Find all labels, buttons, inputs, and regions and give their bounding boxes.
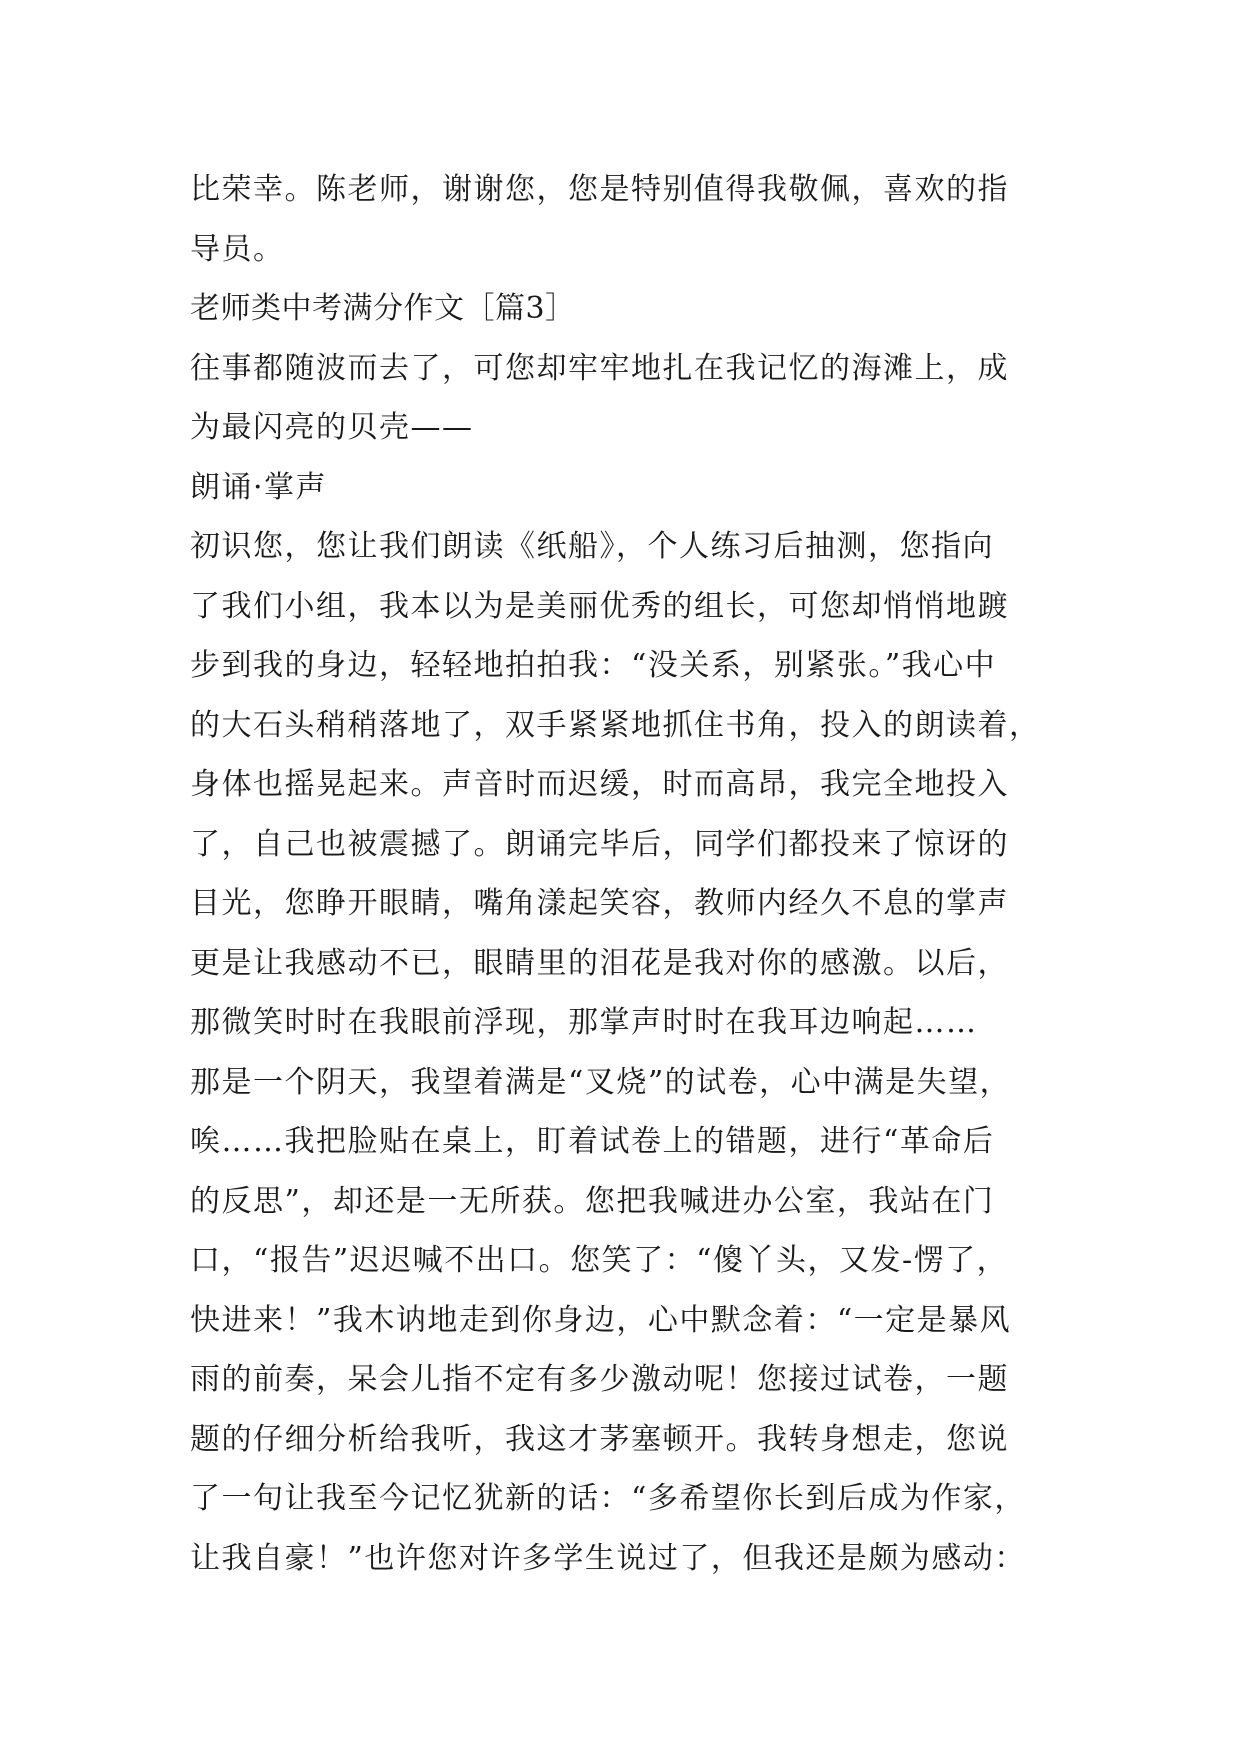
document-body: [190, 160, 1070, 1588]
text-line: 那微笑时时在我眼前浮现，那掌声时时在我耳边响起……: [190, 1005, 978, 1040]
text-line: 让我自豪！”也许您对许多学生说过了，但我还是颇为感动：: [190, 1540, 1026, 1576]
text-line: 目光，您睁开眼睛，嘴角漾起笑容，教师内经久不息的掌声: [190, 886, 1009, 921]
text-line: 了我们小组，我本以为是美丽优秀的组长，可您却悄悄地踱: [190, 588, 1009, 624]
text-line: 那是一个阴天，我望着满是“叉烧”的试卷，心中满是失望，: [190, 1064, 1012, 1100]
text-line: 雨的前奏，呆会儿指不定有多少激动呢！您接过试卷，一题: [190, 1362, 1009, 1397]
subheading: 朗诵·掌声: [190, 469, 328, 505]
text-line: 更是让我感动不已，眼睛里的泪花是我对你的感激。以后，: [190, 945, 1009, 981]
text-line: 了，自己也被震撼了。朗诵完毕后，同学们都投来了惊讶的: [190, 826, 1009, 862]
text-line: 导员。: [190, 231, 285, 267]
text-line: 往事都随波而去了，可您却牢牢地扎在我记忆的海滩上，成: [190, 350, 1009, 386]
text-line: 为最闪亮的贝壳——: [190, 410, 474, 445]
text-line: 比荣幸。陈老师，谢谢您，您是特别值得我敬佩，喜欢的指: [190, 172, 1009, 207]
text-line: 初识您，您让我们朗读《纸船》，个人练习后抽测，您指向: [190, 529, 994, 564]
section-heading: 老师类中考满分作文［篇3］: [190, 291, 576, 326]
text-line: 步到我的身边，轻轻地拍拍我：“没关系，别紧张。”我心中: [190, 648, 997, 683]
text-line: 的反思”，却还是一无所获。您把我喊进办公室，我站在门: [190, 1183, 995, 1219]
text-line: 快进来！”我木讷地走到你身边，心中默念着：“一定是暴风: [190, 1302, 1012, 1338]
text-line: 题的仔细分析给我听，我这才茅塞顿开。我转身想走，您说: [190, 1421, 1009, 1457]
text-line: 了一句让我至今记忆犹新的话：“多希望你长到后成为作家，: [190, 1481, 1026, 1516]
text-line: 口，“报告”迟迟喊不出口。您笑了：“傻丫头，又发-愣了，: [190, 1243, 1009, 1278]
text-line: 的大石头稍稍落地了，双手紧紧地抓住书角，投入的朗读着，: [190, 707, 1041, 743]
text-line: 唉……我把脸贴在桌上，盯着试卷上的错题，进行“革命后: [190, 1124, 995, 1159]
text-line: 身体也摇晃起来。声音时而迟缓，时而高昂，我完全地投入: [190, 767, 1009, 802]
